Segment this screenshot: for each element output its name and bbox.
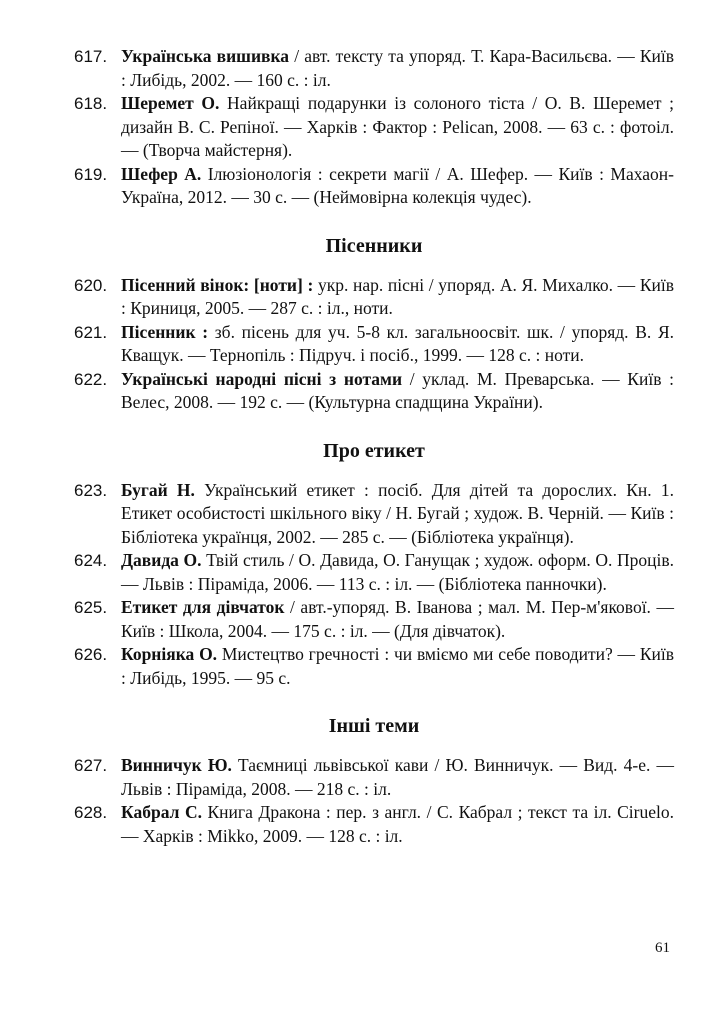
bibliography-page: [74, 45, 674, 848]
entry-text: [121, 596, 674, 643]
entry-details: Український етикет : посіб. Для дітей та дорослих. Кн. 1. Етикет особистості шкільного віку / Н. Бугай ; худож. В. Черній. — Київ : Бібліотека українця, 2002. — 285 с. — (Бібліотека українця).: [121, 479, 674, 547]
entry-author: Кабрал С.: [121, 802, 202, 822]
bib-entry: [74, 643, 674, 690]
entry-text: [121, 479, 674, 550]
bib-entry: [74, 45, 674, 92]
entry-text: [121, 45, 674, 92]
entry-text: [121, 754, 674, 801]
entry-text: [121, 321, 674, 368]
entry-author: Пісенний вінок: [ноти] :: [121, 274, 314, 295]
entry-details: / авт.-упоряд. В. Іванова ; мал. М. Пер-м'якової. — Київ : Школа, 2004. — 175 с. : іл. — (Для дівчаток).: [121, 597, 674, 641]
entry-number: 621.: [74, 322, 108, 342]
entry-number: 626.: [74, 645, 108, 664]
entry-text: [121, 549, 674, 596]
entry-text: [121, 163, 674, 210]
entry-number: 627.: [74, 756, 108, 775]
entry-text: [121, 643, 674, 690]
entry-number: 628.: [74, 803, 108, 822]
section: [74, 45, 674, 210]
entry-number: 620.: [74, 275, 108, 295]
entry-details: Ілюзіонологія : секрети магії / А. Шефер. — Київ : Махаон-Україна, 2012. — 30 с. — (Неймовірна колекція чудес).: [121, 163, 674, 207]
bib-entry: [74, 163, 674, 210]
bib-entry: [74, 274, 674, 321]
entry-author: Бугай Н.: [121, 479, 195, 500]
entry-text: [121, 801, 674, 848]
entry-details: / уклад. М. Преварська. — Київ : Велес, 2008. — 192 с. — (Культурна спадщина України).: [121, 368, 674, 412]
entry-details: Таємниці львівської кави / Ю. Винничук. — Вид. 4-е. — Львів : Піраміда, 2008. — 218 с. : іл.: [121, 755, 674, 799]
entry-details: Найкращі подарунки із солоного тіста / О. В. Шеремет ; дизайн В. С. Репіної. — Харків : Фактор : Pelican, 2008. — 63 с. : фотоіл. — (Творча майстерня).: [121, 93, 674, 160]
entry-number: 617.: [74, 47, 108, 66]
entry-details: Книга Дракона : пер. з англ. / С. Кабрал ; текст та іл. Ciruelo. — Харків : Mikko, 2009. — 128 с. : іл.: [121, 802, 674, 846]
bib-entry: [74, 549, 674, 596]
entry-author: Шефер А.: [121, 163, 202, 184]
entry-number: 625.: [74, 598, 108, 617]
section-heading: Про етикет: [323, 439, 425, 462]
section: [74, 234, 674, 415]
entry-author: Українські народні пісні з нотами: [121, 368, 403, 389]
bib-entry: [74, 754, 674, 801]
entry-details: / авт. тексту та упоряд. Т. Кара-Васильєва. — Київ : Либідь, 2002. — 160 с. : іл.: [121, 46, 674, 90]
entry-text: [121, 368, 674, 415]
entry-author: Винничук Ю.: [121, 755, 232, 775]
entry-number: 623.: [74, 480, 108, 500]
entry-text: [121, 92, 674, 163]
bib-entry: [74, 321, 674, 368]
entry-number: 624.: [74, 551, 108, 570]
entry-number: 619.: [74, 164, 108, 184]
entry-author: Пісенник :: [121, 321, 209, 342]
bib-entry: [74, 801, 674, 848]
section-heading: Інші теми: [328, 715, 420, 737]
entry-author: Етикет для дівчаток: [121, 597, 285, 617]
section-heading: Пісенники: [325, 234, 423, 257]
bib-entry: [74, 596, 674, 643]
entry-number: 618.: [74, 94, 108, 113]
page-number: 61: [655, 940, 670, 956]
section: [74, 714, 674, 848]
section: [74, 439, 674, 691]
entry-details: зб. пісень для уч. 5-8 кл. загальноосвіт. шк. / упоряд. В. Я. Кващук. — Тернопіль : Підруч. і посіб., 1999. — 128 с. : ноти.: [121, 321, 674, 365]
entry-author: Давида О.: [121, 550, 202, 570]
bib-entry: [74, 92, 674, 163]
entry-details: Твій стиль / О. Давида, О. Ганущак ; худож. оформ. О. Проців. — Львів : Піраміда, 2006. — 113 с. : іл. — (Бібліотека панночки).: [121, 550, 674, 594]
entry-details: укр. нар. пісні / упоряд. А. Я. Михалко. — Київ : Криниця, 2005. — 287 с. : іл., ноти.: [121, 274, 674, 318]
entry-author: Українська вишивка: [121, 46, 290, 66]
entry-text: [121, 274, 674, 321]
bib-entry: [74, 479, 674, 550]
entry-number: 622.: [74, 369, 108, 389]
entry-author: Шеремет О.: [121, 93, 220, 113]
entry-details: Мистецтво гречності : чи вміємо ми себе поводити? — Київ : Либідь, 1995. — 95 с.: [121, 644, 674, 688]
entry-author: Корніяка О.: [121, 644, 218, 664]
bib-entry: [74, 368, 674, 415]
